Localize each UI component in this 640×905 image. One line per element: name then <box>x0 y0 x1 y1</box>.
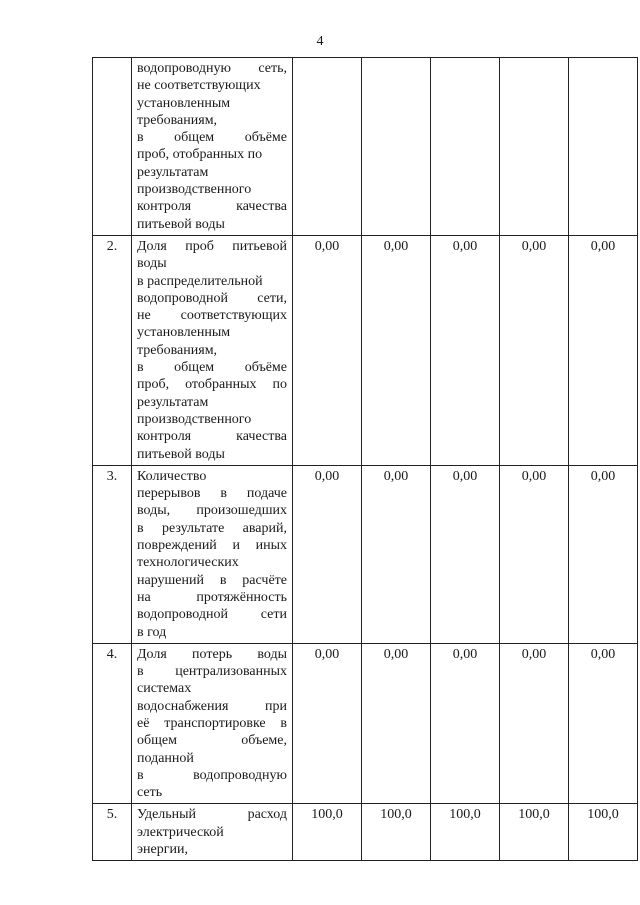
description-line: системах <box>137 681 192 697</box>
value-cell: 100,0 <box>293 804 362 861</box>
description-line: проб, отобранных по <box>137 377 287 393</box>
value-cell: 100,0 <box>500 804 569 861</box>
description-line: воды <box>137 256 167 272</box>
description-line: результатам <box>137 394 209 410</box>
description-line: требованиям, <box>137 112 218 128</box>
value-cell: 0,00 <box>431 643 500 804</box>
value-cell: 0,00 <box>431 465 500 643</box>
value-cell: 0,00 <box>569 643 638 804</box>
description-line: водопроводной сети, <box>137 290 287 306</box>
value-cell: 100,0 <box>362 804 431 861</box>
description-line: электрической <box>137 824 224 840</box>
table-row <box>93 58 638 236</box>
description-line: Доля проб питьевой <box>137 238 287 254</box>
value-cell <box>431 58 500 236</box>
description-line: в общем объёме <box>137 360 287 376</box>
description-line: контроля качества <box>137 199 287 215</box>
description-line: нарушений в расчёте <box>137 572 287 588</box>
description-line: производственного <box>137 411 252 427</box>
value-cell: 0,00 <box>293 465 362 643</box>
value-cell: 0,00 <box>362 235 431 465</box>
value-cell: 100,0 <box>431 804 500 861</box>
description-line: общем объеме, <box>137 733 287 749</box>
description-line: Удельный расход <box>137 807 287 823</box>
value-cell: 0,00 <box>293 235 362 465</box>
description-line: в год <box>137 624 167 640</box>
description-line: производственного <box>137 182 252 198</box>
description-line: сеть <box>137 785 163 801</box>
indicator-description <box>132 643 293 804</box>
description-line: установленным <box>137 95 231 111</box>
description-line: повреждений и иных <box>137 538 287 554</box>
description-line: на протяжённость <box>137 589 287 605</box>
description-line: требованиям, <box>137 342 218 358</box>
table-row <box>93 465 638 643</box>
description-line: в распределительной <box>137 273 263 289</box>
row-number <box>93 58 132 236</box>
value-cell: 0,00 <box>500 465 569 643</box>
description-line: контроля качества <box>137 429 287 445</box>
description-line: в результате аварий, <box>137 520 287 536</box>
value-cell: 0,00 <box>431 235 500 465</box>
description-line: в общем объёме <box>137 130 287 146</box>
description-line: не соответствующих <box>137 78 261 94</box>
table-row <box>93 643 638 804</box>
value-cell: 0,00 <box>569 235 638 465</box>
value-cell: 0,00 <box>293 643 362 804</box>
description-line: энергии, <box>137 842 188 858</box>
indicator-description <box>132 465 293 643</box>
description-line: не соответствующих <box>137 308 287 324</box>
description-line: поданной <box>137 750 194 766</box>
description-line: её транспортировке в <box>137 715 287 731</box>
indicator-description <box>132 235 293 465</box>
row-number: 5. <box>93 804 132 861</box>
table-row <box>93 804 638 861</box>
value-cell: 0,00 <box>500 643 569 804</box>
description-line: установленным <box>137 325 231 341</box>
description-line: проб, отобранных по <box>137 147 263 163</box>
indicator-description <box>132 804 293 861</box>
description-line: в централизованных <box>137 664 287 680</box>
value-cell: 0,00 <box>500 235 569 465</box>
description-line: водопроводной сети <box>137 607 287 623</box>
row-number: 4. <box>93 643 132 804</box>
value-cell <box>362 58 431 236</box>
description-line: водоснабжения при <box>137 698 287 714</box>
value-cell: 100,0 <box>569 804 638 861</box>
row-number: 3. <box>93 465 132 643</box>
indicators-table <box>92 57 638 861</box>
row-number: 2. <box>93 235 132 465</box>
value-cell: 0,00 <box>362 643 431 804</box>
description-line: результатам <box>137 164 209 180</box>
value-cell: 0,00 <box>362 465 431 643</box>
table-row <box>93 235 638 465</box>
description-line: Доля потерь воды <box>137 646 287 662</box>
page-number: 4 <box>316 34 324 49</box>
value-cell <box>569 58 638 236</box>
description-line: водопроводную сеть, <box>137 61 287 76</box>
indicator-description <box>132 58 293 236</box>
description-line: технологических <box>137 555 239 571</box>
value-cell <box>500 58 569 236</box>
value-cell: 0,00 <box>569 465 638 643</box>
value-cell <box>293 58 362 236</box>
description-line: воды, произошедших <box>137 503 287 519</box>
description-line: питьевой воды <box>137 216 225 232</box>
description-line: перерывов в подаче <box>137 486 287 502</box>
description-line: питьевой воды <box>137 446 225 462</box>
description-line: Количество <box>137 468 207 484</box>
description-line: в водопроводную <box>137 767 287 783</box>
